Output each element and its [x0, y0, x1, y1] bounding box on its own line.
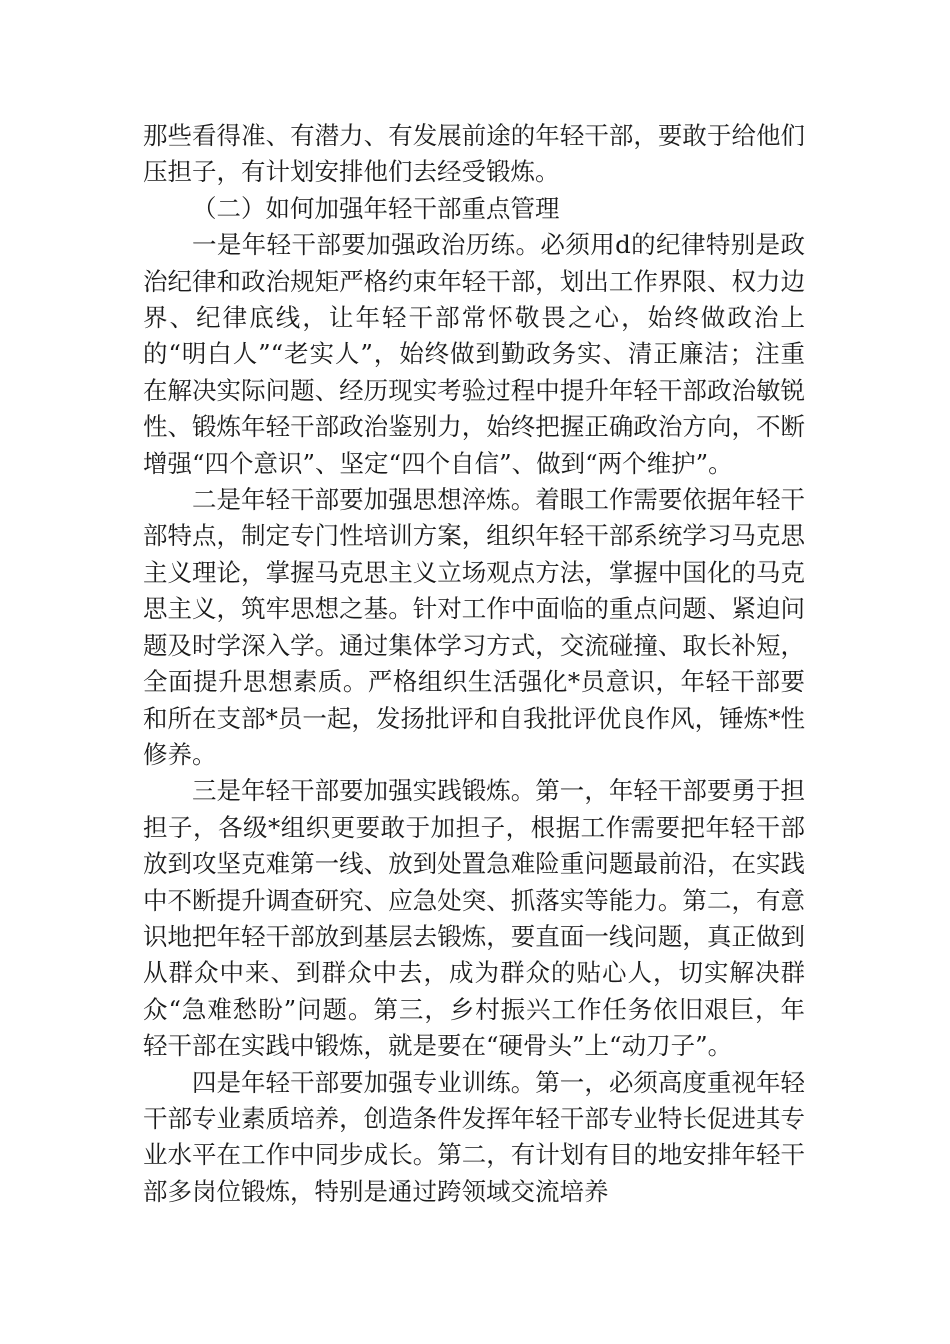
document-page — [143, 118, 805, 1210]
paragraph-continuation: 那些看得准、有潜力、有发展前途的年轻干部，要敢于给他们压担子，有计划安排他们去经受锻炼。 — [143, 121, 805, 187]
paragraph-ideological-training: 二是年轻干部要加强思想淬炼。着眼工作需要依据年轻干部特点，制定专门性培训方案，组织年轻干部系统学习马克思主义理论，掌握马克思主义立场观点方法，掌握中国化的马克思主义，筑牢思想之基。针对工作中面临的重点问题、紧迫问题及时学深入学。通过集体学习方式，交流碰撞、取长补短，全面提升思想素质。严格组织生活强化*员意识，年轻干部要和所在支部*员一起，发扬批评和自我批评优良作风，锤炼*性修养。 — [143, 485, 805, 769]
paragraph-political-training: 一是年轻干部要加强政治历练。必须用d的纪律特别是政治纪律和政治规矩严格约束年轻干部，划出工作界限、权力边界、纪律底线，让年轻干部常怀敬畏之心，始终做政治上的“明白人”“老实人”，始终做到勤政务实、清正廉洁；注重在解决实际问题、经历现实考验过程中提升年轻干部政治敏锐性、锻炼年轻干部政治鉴别力，始终把握正确政治方向，不断增强“四个意识”、坚定“四个自信”、做到“两个维护”。 — [143, 230, 805, 478]
section-heading: （二）如何加强年轻干部重点管理 — [192, 193, 560, 223]
paragraph-professional-training: 四是年轻干部要加强专业训练。第一，必须高度重视年轻干部专业素质培养，创造条件发挥年轻干部专业特长促进其专业水平在工作中同步成长。第二，有计划有目的地安排年轻干部多岗位锻炼，特别是通过跨领域交流培养 — [143, 1067, 805, 1206]
paragraph-practical-training: 三是年轻干部要加强实践锻炼。第一，年轻干部要勇于担担子，各级*组织更要敢于加担子，根据工作需要把年轻干部放到攻坚克难第一线、放到处置急难险重问题最前沿，在实践中不断提升调查研究、应急处突、抓落实等能力。第二，有意识地把年轻干部放到基层去锻炼，要直面一线问题，真正做到从群众中来、到群众中去，成为群众的贴心人，切实解决群众“急难愁盼”问题。第三，乡村振兴工作任务依旧艰巨，年轻干部在实践中锻炼，就是要在“硬骨头”上“动刀子”。 — [143, 776, 805, 1061]
